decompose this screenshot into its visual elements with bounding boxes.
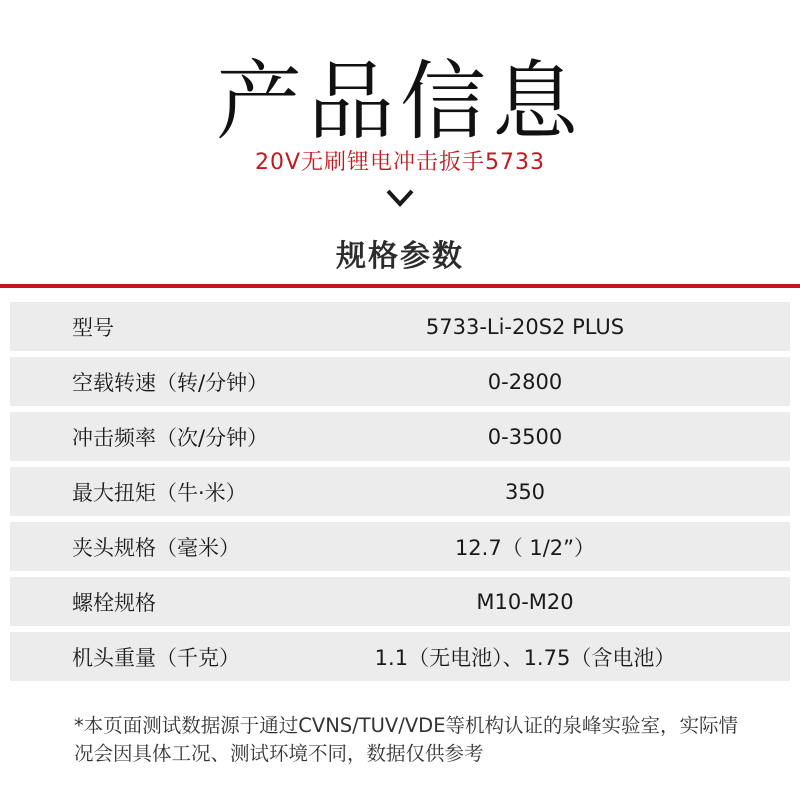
spec-row-max-torque xyxy=(10,467,790,516)
chevron-down-icon xyxy=(385,186,415,210)
spec-row-chuck-size xyxy=(10,522,790,571)
spec-value: 5733-Li-20S2 PLUS xyxy=(425,314,625,339)
spec-value: 12.7（ 1/2”） xyxy=(454,535,596,560)
spec-row-model xyxy=(10,302,790,351)
product-name: 20V无刷锂电冲击扳手5733 xyxy=(254,150,546,175)
spec-label: 冲击频率（次/分钟） xyxy=(72,425,269,450)
spec-label: 机头重量（千克） xyxy=(72,645,240,670)
page-title: 产品信息 xyxy=(216,52,584,152)
spec-row-impact-rate xyxy=(10,412,790,461)
section-title: 规格参数 xyxy=(336,239,464,274)
spec-value: M10-M20 xyxy=(476,589,574,614)
spec-label: 空载转速（转/分钟） xyxy=(72,370,269,395)
spec-table xyxy=(10,302,790,687)
spec-value: 0-2800 xyxy=(487,369,563,394)
footnote: *本页面测试数据源于通过CVNS/TUV/VDE等机构认证的泉峰实验室，实际情况会因具体工况、测试环境不同，数据仅供参考 xyxy=(74,714,739,765)
spec-row-no-load-speed xyxy=(10,357,790,406)
spec-label: 最大扭矩（牛·米） xyxy=(72,480,247,505)
spec-label: 型号 xyxy=(72,315,114,340)
spec-label: 夹头规格（毫米） xyxy=(72,535,240,560)
spec-row-weight xyxy=(10,632,790,681)
spec-value: 350 xyxy=(504,479,546,504)
spec-label: 螺栓规格 xyxy=(72,590,156,615)
spec-value: 1.1（无电池）、1.75（含电池） xyxy=(374,645,676,670)
spec-value: 0-3500 xyxy=(487,424,563,449)
spec-row-bolt-size xyxy=(10,577,790,626)
divider xyxy=(0,284,800,288)
